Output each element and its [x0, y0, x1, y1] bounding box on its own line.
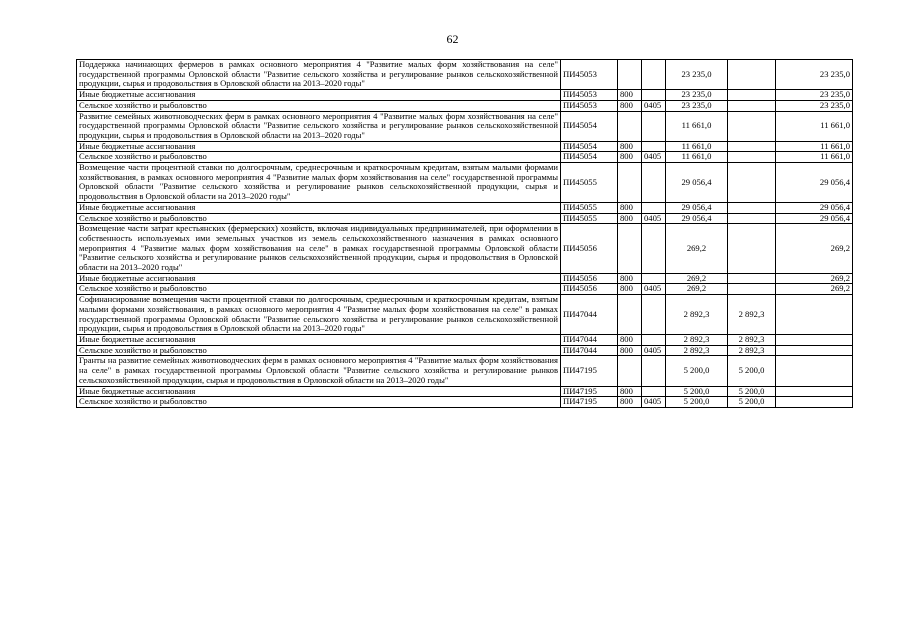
amount-regional: 11 661,0 — [776, 141, 853, 152]
section-code: 0405 — [642, 152, 666, 163]
amount-total: 2 892,3 — [666, 295, 728, 335]
row-description: Сельское хозяйство и рыболовство — [77, 345, 561, 356]
section-code: 0405 — [642, 397, 666, 408]
section-code — [642, 202, 666, 213]
expense-type: 800 — [618, 141, 642, 152]
amount-federal — [728, 213, 776, 224]
table-row — [77, 273, 853, 284]
row-description: Сельское хозяйство и рыболовство — [77, 213, 561, 224]
target-code: ПИ45055 — [561, 213, 618, 224]
table-row — [77, 60, 853, 90]
target-code: ПИ47044 — [561, 295, 618, 335]
expense-type: 800 — [618, 284, 642, 295]
target-code: ПИ45055 — [561, 163, 618, 203]
amount-regional — [776, 397, 853, 408]
row-description: Иные бюджетные ассигнования — [77, 273, 561, 284]
amount-federal: 2 892,3 — [728, 345, 776, 356]
table-row — [77, 111, 853, 141]
amount-total: 11 661,0 — [666, 141, 728, 152]
expense-type — [618, 60, 642, 90]
section-code — [642, 295, 666, 335]
section-code — [642, 111, 666, 141]
row-description: Иные бюджетные ассигнования — [77, 334, 561, 345]
amount-regional — [776, 386, 853, 397]
amount-federal — [728, 224, 776, 274]
amount-regional — [776, 356, 853, 386]
section-code — [642, 356, 666, 386]
row-description: Возмещение части затрат крестьянских (фермерских) хозяйств, включая индивидуальных предпринимателей, при оформлении в собственность используемых ими земельных участков из земель сельскохозяйственного назначения в рамках основного мероприятия 4 "Развитие малых форм хозяйствования на селе" в рамках государственной программы Орловской области "Развитие сельского хозяйства и регулирование рынков сельскохозяйственной продукции, сырья и продовольствия в Орловской области на 2013–2020 годы" — [77, 224, 561, 274]
row-description: Поддержка начинающих фермеров в рамках основного мероприятия 4 "Развитие малых форм хозяйствования на селе" государственной программы Орловской области "Развитие сельского хозяйства и регулирование рынков сельскохозяйственной продукции, сырья и продовольствия в Орловской области на 2013–2020 годы" — [77, 60, 561, 90]
section-code — [642, 334, 666, 345]
table-row — [77, 141, 853, 152]
table-row — [77, 397, 853, 408]
amount-regional: 23 235,0 — [776, 60, 853, 90]
expense-type: 800 — [618, 90, 642, 101]
target-code: ПИ45056 — [561, 273, 618, 284]
section-code — [642, 163, 666, 203]
amount-total: 2 892,3 — [666, 345, 728, 356]
amount-regional — [776, 345, 853, 356]
expense-type: 800 — [618, 273, 642, 284]
target-code: ПИ47195 — [561, 386, 618, 397]
amount-regional — [776, 334, 853, 345]
amount-federal — [728, 163, 776, 203]
table-row — [77, 356, 853, 386]
amount-total: 29 056,4 — [666, 202, 728, 213]
amount-federal: 5 200,0 — [728, 386, 776, 397]
target-code: ПИ45053 — [561, 100, 618, 111]
amount-federal — [728, 152, 776, 163]
amount-federal: 2 892,3 — [728, 295, 776, 335]
budget-table — [76, 59, 853, 408]
section-code — [642, 60, 666, 90]
amount-federal: 5 200,0 — [728, 356, 776, 386]
section-code: 0405 — [642, 284, 666, 295]
row-description: Сельское хозяйство и рыболовство — [77, 100, 561, 111]
section-code: 0405 — [642, 100, 666, 111]
table-row — [77, 334, 853, 345]
expense-type: 800 — [618, 334, 642, 345]
amount-total: 5 200,0 — [666, 397, 728, 408]
amount-regional: 23 235,0 — [776, 100, 853, 111]
expense-type: 800 — [618, 213, 642, 224]
section-code: 0405 — [642, 345, 666, 356]
table-row — [77, 295, 853, 335]
section-code — [642, 224, 666, 274]
expense-type: 800 — [618, 202, 642, 213]
amount-regional: 29 056,4 — [776, 202, 853, 213]
amount-federal — [728, 60, 776, 90]
target-code: ПИ45056 — [561, 284, 618, 295]
amount-federal — [728, 100, 776, 111]
row-description: Иные бюджетные ассигнования — [77, 202, 561, 213]
amount-regional: 269,2 — [776, 284, 853, 295]
amount-total: 269,2 — [666, 273, 728, 284]
amount-total: 29 056,4 — [666, 163, 728, 203]
table-row — [77, 284, 853, 295]
row-description: Сельское хозяйство и рыболовство — [77, 397, 561, 408]
amount-regional: 11 661,0 — [776, 152, 853, 163]
amount-total: 5 200,0 — [666, 356, 728, 386]
section-code — [642, 386, 666, 397]
section-code — [642, 141, 666, 152]
amount-federal — [728, 273, 776, 284]
table-row — [77, 386, 853, 397]
row-description: Софинансирование возмещения части процентной ставки по долгосрочным, среднесрочным и краткосрочным кредитам, взятым малыми формами хозяйствования, в рамках основного мероприятия 4 "Развитие малых форм хозяйствования на селе" в рамках государственной программы Орловской области "Развитие сельского хозяйства и регулирование рынков сельскохозяйственной продукции, сырья и продовольствия в Орловской области на 2013–2020 годы" — [77, 295, 561, 335]
expense-type — [618, 163, 642, 203]
target-code: ПИ45053 — [561, 90, 618, 101]
amount-federal — [728, 202, 776, 213]
target-code: ПИ47195 — [561, 397, 618, 408]
amount-total: 269,2 — [666, 224, 728, 274]
target-code: ПИ45054 — [561, 111, 618, 141]
row-description: Сельское хозяйство и рыболовство — [77, 284, 561, 295]
amount-federal — [728, 141, 776, 152]
amount-total: 29 056,4 — [666, 213, 728, 224]
page-number: 62 — [446, 32, 459, 46]
target-code: ПИ47044 — [561, 345, 618, 356]
amount-regional — [776, 295, 853, 335]
amount-total: 2 892,3 — [666, 334, 728, 345]
table-row — [77, 202, 853, 213]
expense-type: 800 — [618, 397, 642, 408]
expense-type — [618, 111, 642, 141]
row-description: Развитие семейных животноводческих ферм в рамках основного мероприятия 4 "Развитие малых форм хозяйствования на селе" государственной программы Орловской области "Развитие сельского хозяйства и регулирование рынков сельскохозяйственной продукции, сырья и продовольствия в Орловской области на 2013–2020 годы" — [77, 111, 561, 141]
row-description: Сельское хозяйство и рыболовство — [77, 152, 561, 163]
amount-total: 269,2 — [666, 284, 728, 295]
amount-regional: 269,2 — [776, 224, 853, 274]
amount-federal: 5 200,0 — [728, 397, 776, 408]
target-code: ПИ47044 — [561, 334, 618, 345]
amount-regional: 23 235,0 — [776, 90, 853, 101]
table-row — [77, 345, 853, 356]
table-row — [77, 90, 853, 101]
expense-type — [618, 224, 642, 274]
section-code — [642, 90, 666, 101]
row-description: Гранты на развитие семейных животноводческих ферм в рамках основного мероприятия 4 "Развитие малых форм хозяйствования на селе" в рамках государственной программы Орловской области "Развитие сельского хозяйства и регулирование рынков сельскохозяйственной продукции, сырья и продовольствия в Орловской области на 2013–2020 годы" — [77, 356, 561, 386]
expense-type: 800 — [618, 345, 642, 356]
table-row — [77, 100, 853, 111]
expense-type — [618, 356, 642, 386]
amount-regional: 269,2 — [776, 273, 853, 284]
section-code: 0405 — [642, 213, 666, 224]
amount-total: 11 661,0 — [666, 111, 728, 141]
amount-federal — [728, 284, 776, 295]
row-description: Иные бюджетные ассигнования — [77, 386, 561, 397]
amount-federal: 2 892,3 — [728, 334, 776, 345]
expense-type: 800 — [618, 386, 642, 397]
table-row — [77, 163, 853, 203]
table-row — [77, 152, 853, 163]
target-code: ПИ45053 — [561, 60, 618, 90]
section-code — [642, 273, 666, 284]
expense-type — [618, 295, 642, 335]
amount-regional: 29 056,4 — [776, 163, 853, 203]
amount-total: 11 661,0 — [666, 152, 728, 163]
target-code: ПИ45056 — [561, 224, 618, 274]
amount-regional: 11 661,0 — [776, 111, 853, 141]
amount-total: 23 235,0 — [666, 60, 728, 90]
row-description: Иные бюджетные ассигнования — [77, 141, 561, 152]
target-code: ПИ45055 — [561, 202, 618, 213]
amount-federal — [728, 111, 776, 141]
row-description: Возмещение части процентной ставки по долгосрочным, среднесрочным и краткосрочным кредитам, взятым малыми формами хозяйствования, в рамках основного мероприятия 4 "Развитие малых форм хозяйствования на селе" государственной программы Орловской области "Развитие сельского хозяйства и регулирование рынков сельскохозяйственной продукции, сырья и продовольствия в Орловской области на 2013–2020 годы" — [77, 163, 561, 203]
target-code: ПИ47195 — [561, 356, 618, 386]
amount-total: 23 235,0 — [666, 100, 728, 111]
expense-type: 800 — [618, 152, 642, 163]
amount-regional: 29 056,4 — [776, 213, 853, 224]
target-code: ПИ45054 — [561, 152, 618, 163]
amount-total: 5 200,0 — [666, 386, 728, 397]
row-description: Иные бюджетные ассигнования — [77, 90, 561, 101]
table-row — [77, 224, 853, 274]
table-row — [77, 213, 853, 224]
amount-total: 23 235,0 — [666, 90, 728, 101]
amount-federal — [728, 90, 776, 101]
target-code: ПИ45054 — [561, 141, 618, 152]
expense-type: 800 — [618, 100, 642, 111]
